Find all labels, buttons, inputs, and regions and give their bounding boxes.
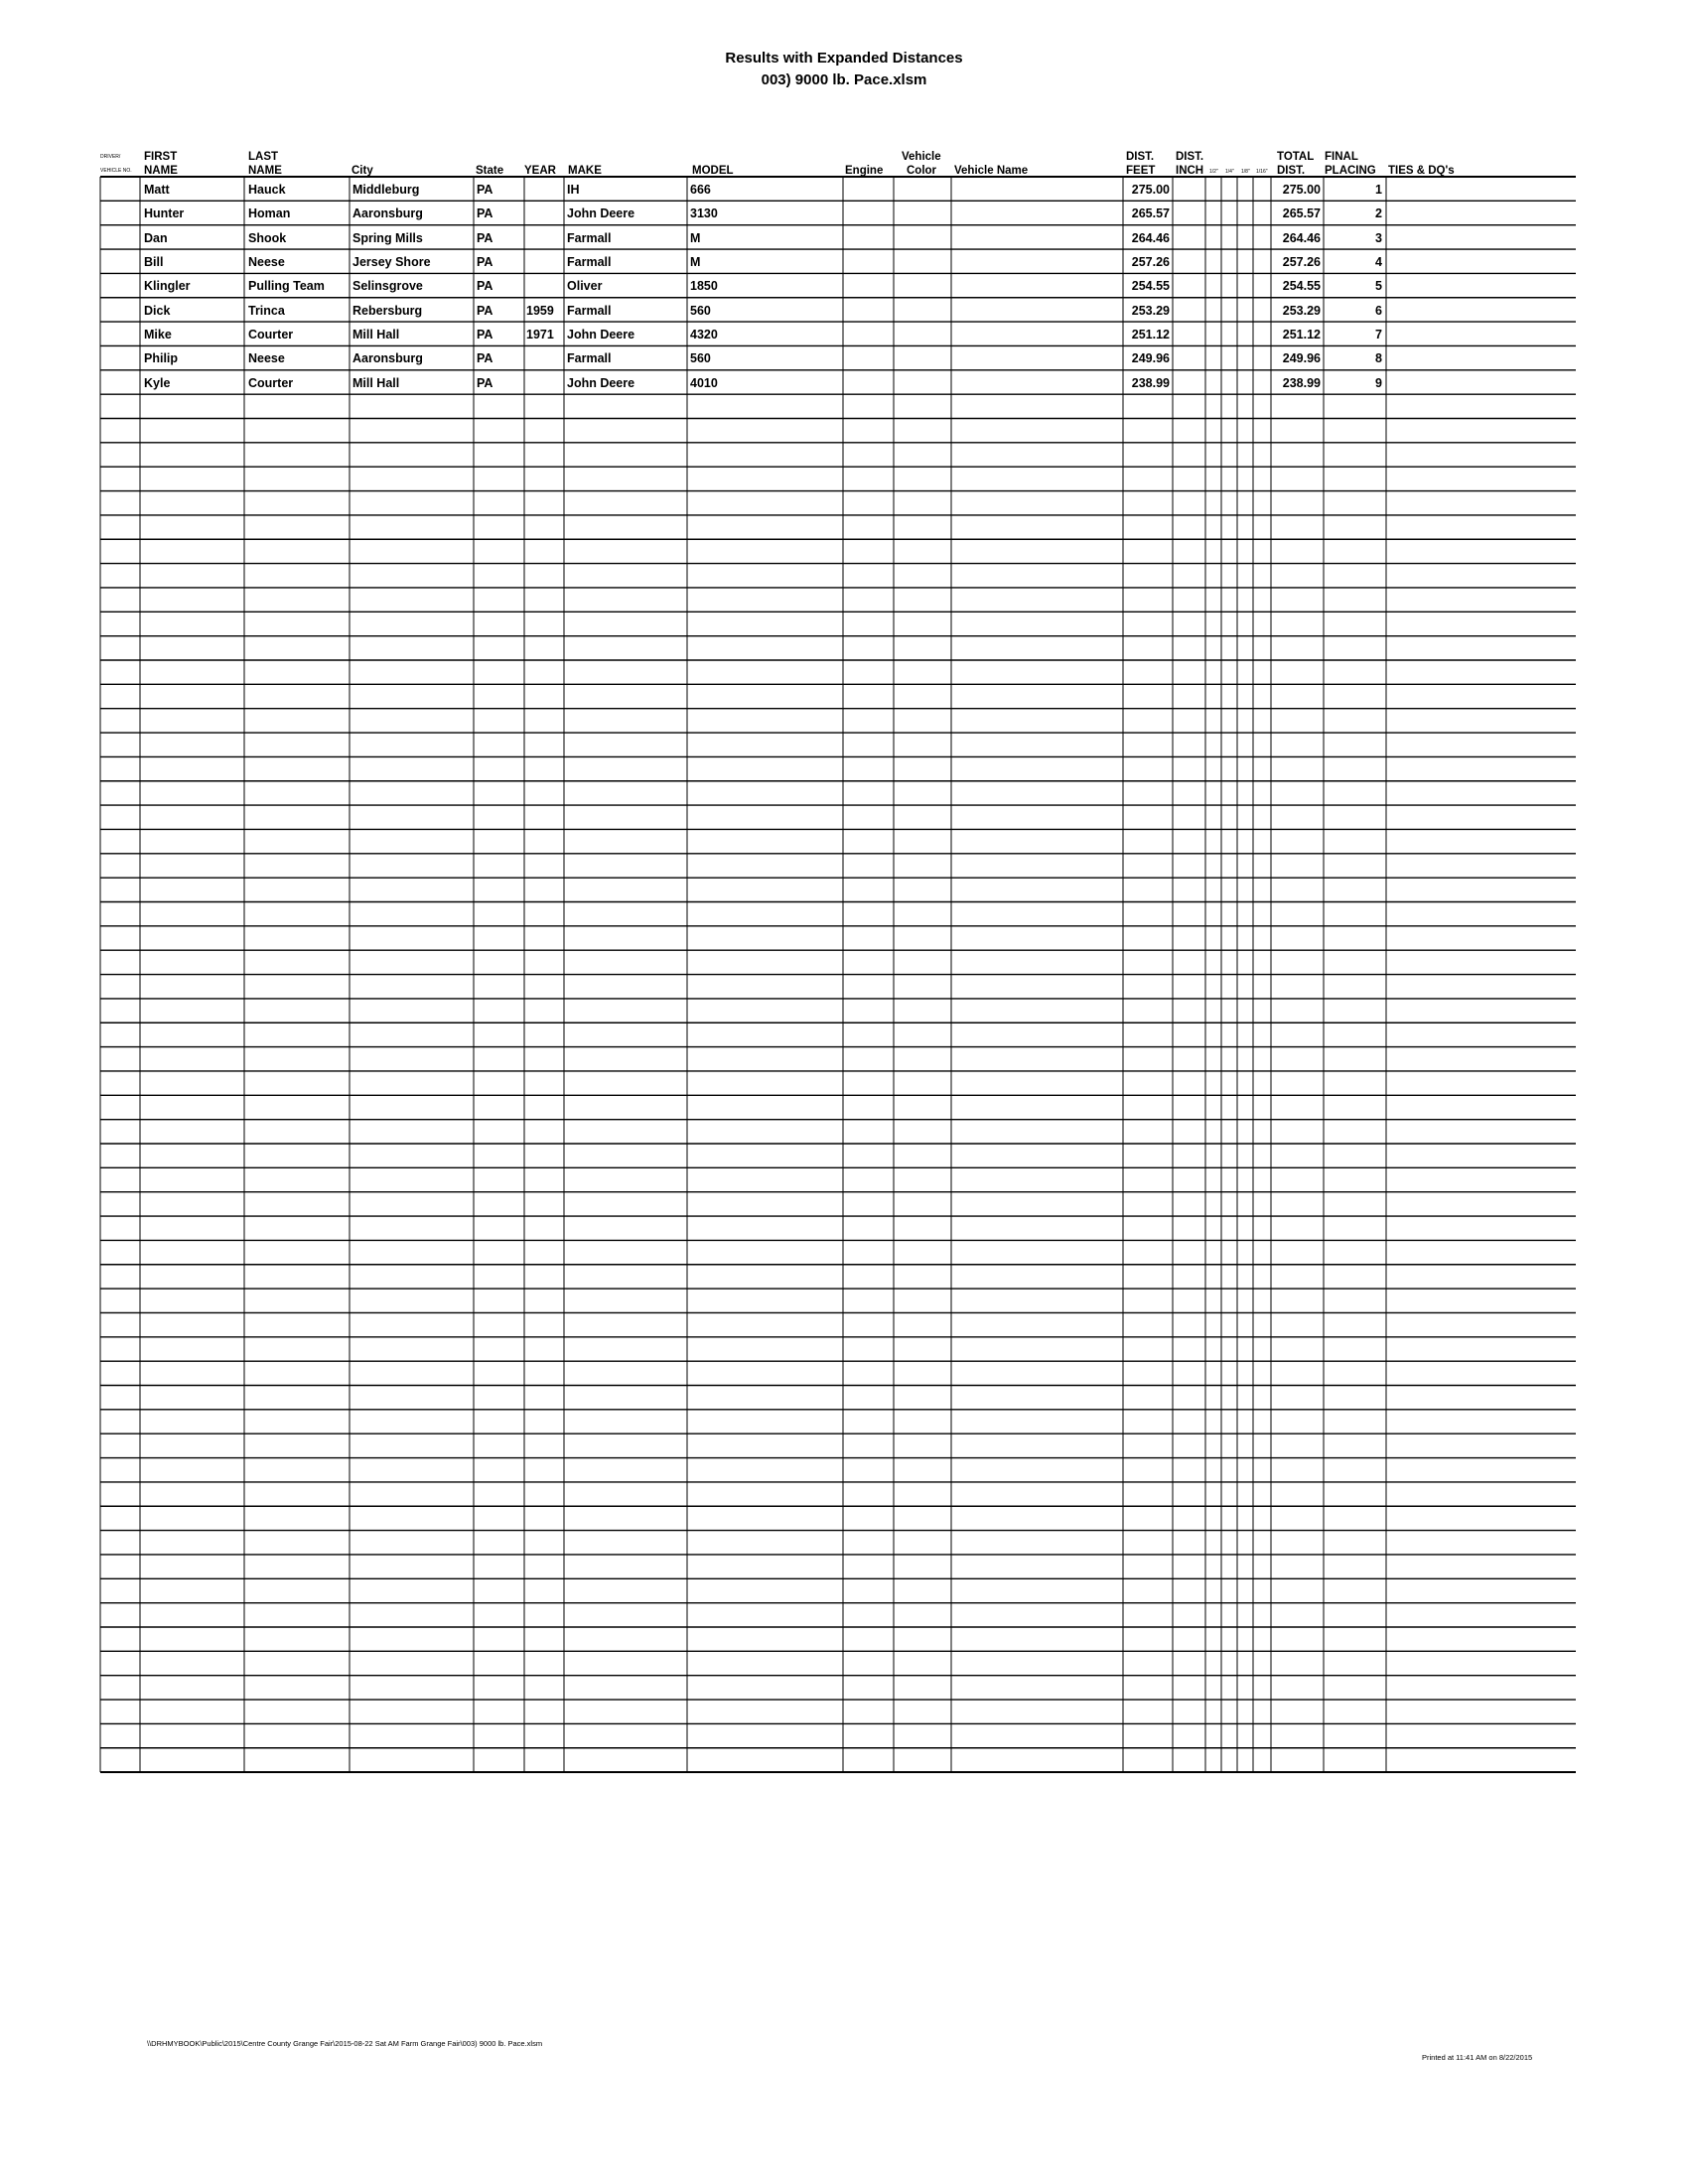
header-make: MAKE — [568, 165, 602, 177]
printed-timestamp: Printed at 11:41 AM on 8/22/2015 — [1422, 2053, 1533, 2062]
cell-make: IH — [567, 183, 580, 197]
file-subtitle: 003) 9000 lb. Pace.xlsm — [761, 71, 927, 88]
header-driver-top: DRIVER/ — [100, 154, 121, 160]
cell-first: Kyle — [144, 375, 171, 390]
cell-feet: 251.12 — [1131, 328, 1170, 342]
header-last-top: LAST — [248, 151, 279, 163]
header-vehicle-top: Vehicle — [902, 151, 941, 163]
cell-city: Mill Hall — [352, 375, 400, 390]
header-final-top: FINAL — [1325, 151, 1358, 163]
cell-first: Mike — [144, 328, 172, 342]
cell-state: PA — [477, 183, 493, 197]
cell-year — [526, 371, 562, 395]
cell-last: Shook — [248, 230, 287, 245]
cell-model: 3130 — [690, 206, 718, 221]
cell-last: Neese — [248, 255, 285, 270]
header-total-bottom: DIST. — [1277, 165, 1306, 177]
cell-last: Trinca — [248, 303, 285, 318]
header-dist-inch-bottom: INCH — [1176, 165, 1204, 177]
cell-model: 666 — [690, 183, 711, 197]
header-model: MODEL — [692, 165, 734, 177]
cell-state: PA — [477, 351, 493, 366]
cell-last: Neese — [248, 351, 285, 366]
header-city: City — [352, 165, 373, 177]
cell-first: Klingler — [144, 279, 191, 294]
cell-state: PA — [477, 303, 493, 318]
cell-total: 257.26 — [1282, 255, 1321, 270]
cell-placing: 6 — [1375, 303, 1382, 318]
header-frac-sixteenth: 1/16" — [1256, 169, 1268, 175]
header-state: State — [476, 165, 504, 177]
cell-make: Farmall — [567, 303, 612, 318]
cell-model: 560 — [690, 303, 711, 318]
cell-city: Aaronsburg — [352, 206, 423, 221]
cell-first: Hunter — [144, 206, 185, 221]
cell-year: 1959 — [526, 303, 554, 318]
cell-make: Farmall — [567, 255, 612, 270]
header-frac-eighth: 1/8" — [1241, 169, 1250, 175]
cell-model: 1850 — [690, 279, 718, 294]
cell-make: Farmall — [567, 351, 612, 366]
cell-city: Middleburg — [352, 183, 420, 197]
header-vehicle-color: Color — [907, 165, 937, 177]
cell-first: Matt — [144, 183, 170, 197]
cell-last: Courter — [248, 375, 294, 390]
cell-total: 264.46 — [1282, 230, 1321, 245]
cell-make: John Deere — [567, 375, 635, 390]
header-dist-feet-bottom: FEET — [1126, 165, 1156, 177]
cell-total: 265.57 — [1282, 206, 1321, 221]
cell-placing: 3 — [1375, 230, 1382, 245]
cell-state: PA — [477, 328, 493, 342]
cell-feet: 275.00 — [1131, 183, 1170, 197]
cell-placing: 5 — [1375, 279, 1382, 294]
cell-last: Courter — [248, 328, 294, 342]
cell-city: Jersey Shore — [352, 255, 431, 270]
cell-make: John Deere — [567, 328, 635, 342]
cell-placing: 9 — [1375, 375, 1382, 390]
header-engine: Engine — [845, 165, 884, 177]
cell-last: Homan — [248, 206, 291, 221]
cell-model: M — [690, 255, 701, 270]
cell-state: PA — [477, 255, 493, 270]
cell-feet: 265.57 — [1131, 206, 1170, 221]
cell-first: Dick — [144, 303, 171, 318]
cell-city: Rebersburg — [352, 303, 423, 318]
file-path: \\DRHMYBOOK\Public\2015\Centre County Grange Fair\2015-08-22 Sat AM Farm Grange Fair\003) 9000 lb. Pace.xlsm — [147, 2039, 543, 2048]
cell-model: M — [690, 230, 701, 245]
cell-state: PA — [477, 230, 493, 245]
header-ties-dqs: TIES & DQ's — [1388, 165, 1455, 177]
cell-year: 1971 — [526, 328, 554, 342]
header-frac-quarter: 1/4" — [1225, 169, 1234, 175]
cell-first: Dan — [144, 230, 168, 245]
header-first-top: FIRST — [144, 151, 178, 163]
cell-total: 254.55 — [1282, 279, 1321, 294]
header-dist-feet-top: DIST. — [1126, 151, 1155, 163]
header-first-bottom: NAME — [144, 165, 178, 177]
header-total-top: TOTAL — [1277, 151, 1315, 163]
cell-year — [526, 226, 562, 250]
cell-state: PA — [477, 206, 493, 221]
header-last-bottom: NAME — [248, 165, 282, 177]
header-driver-bottom: VEHICLE NO. — [100, 168, 132, 174]
cell-feet: 264.46 — [1131, 230, 1170, 245]
cell-placing: 4 — [1375, 255, 1382, 270]
cell-first: Philip — [144, 351, 179, 366]
cell-year — [526, 178, 562, 202]
header-final-bottom: PLACING — [1325, 165, 1376, 177]
cell-model: 560 — [690, 351, 711, 366]
cell-make: John Deere — [567, 206, 635, 221]
cell-placing: 2 — [1375, 206, 1382, 221]
header-year: YEAR — [524, 165, 556, 177]
cell-placing: 1 — [1375, 183, 1382, 197]
cell-first: Bill — [144, 255, 164, 270]
cell-model: 4320 — [690, 328, 718, 342]
cell-year — [526, 202, 562, 225]
cell-year — [526, 250, 562, 274]
cell-state: PA — [477, 279, 493, 294]
cell-placing: 7 — [1375, 328, 1382, 342]
cell-model: 4010 — [690, 375, 718, 390]
cell-feet: 253.29 — [1131, 303, 1170, 318]
page-title: Results with Expanded Distances — [725, 50, 963, 67]
header-frac-half: 1/2" — [1209, 169, 1218, 175]
cell-make: Farmall — [567, 230, 612, 245]
cell-total: 249.96 — [1282, 351, 1321, 366]
cell-total: 238.99 — [1282, 375, 1321, 390]
cell-make: Oliver — [567, 279, 603, 294]
header-dist-inch-top: DIST. — [1176, 151, 1204, 163]
cell-total: 253.29 — [1282, 303, 1321, 318]
cell-placing: 8 — [1375, 351, 1382, 366]
cell-total: 251.12 — [1282, 328, 1321, 342]
cell-city: Selinsgrove — [352, 279, 423, 294]
cell-feet: 249.96 — [1131, 351, 1170, 366]
cell-last: Hauck — [248, 183, 286, 197]
cell-year — [526, 346, 562, 370]
cell-feet: 254.55 — [1131, 279, 1170, 294]
cell-last: Pulling Team — [248, 279, 325, 294]
cell-city: Mill Hall — [352, 328, 400, 342]
cell-year — [526, 274, 562, 298]
cell-city: Aaronsburg — [352, 351, 423, 366]
header-vehicle-name: Vehicle Name — [954, 165, 1029, 177]
cell-city: Spring Mills — [352, 230, 423, 245]
cell-total: 275.00 — [1282, 183, 1321, 197]
cell-state: PA — [477, 375, 493, 390]
cell-feet: 238.99 — [1131, 375, 1170, 390]
cell-feet: 257.26 — [1131, 255, 1170, 270]
